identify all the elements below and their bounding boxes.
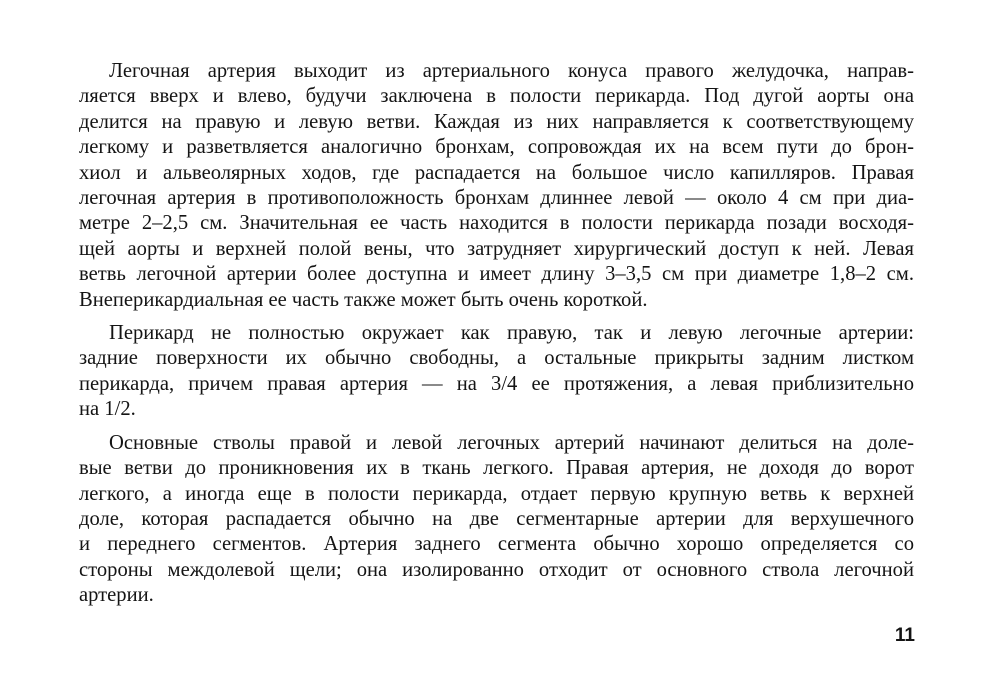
text-line: делится на правую и левую ветви. Каждая из них направляется к соответствующему bbox=[79, 110, 914, 133]
text-line: ветвь легочной артерии более доступна и имеет длину 3–3,5 см при диаметре 1,8–2 см. bbox=[79, 263, 914, 286]
text-line: метре 2–2,5 см. Значительная ее часть находится в полости перикарда позади восходя- bbox=[79, 212, 914, 235]
paragraph-1 bbox=[79, 59, 914, 313]
text-line: хиол и альвеолярных ходов, где распадается на большое число капилляров. Правая bbox=[79, 161, 914, 184]
text-line: легочная артерия в противоположность бронхам длиннее левой — около 4 см при диа- bbox=[79, 187, 914, 210]
text-line: на 1/2. bbox=[79, 398, 136, 421]
text-line: Легочная артерия выходит из артериального конуса правого желудочка, направ- bbox=[109, 60, 914, 82]
page-body bbox=[79, 59, 914, 617]
text-line: вые ветви до проникновения их в ткань легкого. Правая артерия, не доходя до ворот bbox=[79, 457, 914, 480]
text-line: и переднего сегментов. Артерия заднего сегмента обычно хорошо определяется со bbox=[79, 533, 914, 556]
paragraph-3 bbox=[79, 431, 914, 609]
text-line: артерии. bbox=[79, 584, 154, 607]
text-line: Внеперикардиальная ее часть также может быть очень короткой. bbox=[79, 288, 648, 311]
text-line: доле, которая распадается обычно на две сегментарные артерии для верхушечного bbox=[79, 507, 914, 530]
text-line: стороны междолевой щели; она изолированно отходит от основного ствола легочной bbox=[79, 558, 914, 581]
text-line: ляется вверх и влево, будучи заключена в полости перикарда. Под дугой аорты она bbox=[79, 85, 914, 108]
paragraph-2 bbox=[79, 321, 914, 423]
text-line: перикарда, причем правая артерия — на 3/4 ее протяжения, а левая приблизительно bbox=[79, 372, 914, 395]
text-line: легкого, а иногда еще в полости перикарда, отдает первую крупную ветвь к верхней bbox=[79, 482, 914, 505]
text-line: Основные стволы правой и левой легочных артерий начинают делиться на доле- bbox=[109, 431, 914, 454]
text-line: Перикард не полностью окружает как правую, так и левую легочные артерии: bbox=[109, 322, 914, 345]
text-line: щей аорты и верхней полой вены, что затрудняет хирургический доступ к ней. Левая bbox=[79, 237, 914, 260]
text-line: задние поверхности их обычно свободны, а остальные прикрыты задним листком bbox=[79, 347, 914, 370]
page-number: 11 bbox=[894, 625, 915, 646]
text-line: легкому и разветвляется аналогично бронхам, сопровождая их на всем пути до брон- bbox=[79, 136, 914, 159]
